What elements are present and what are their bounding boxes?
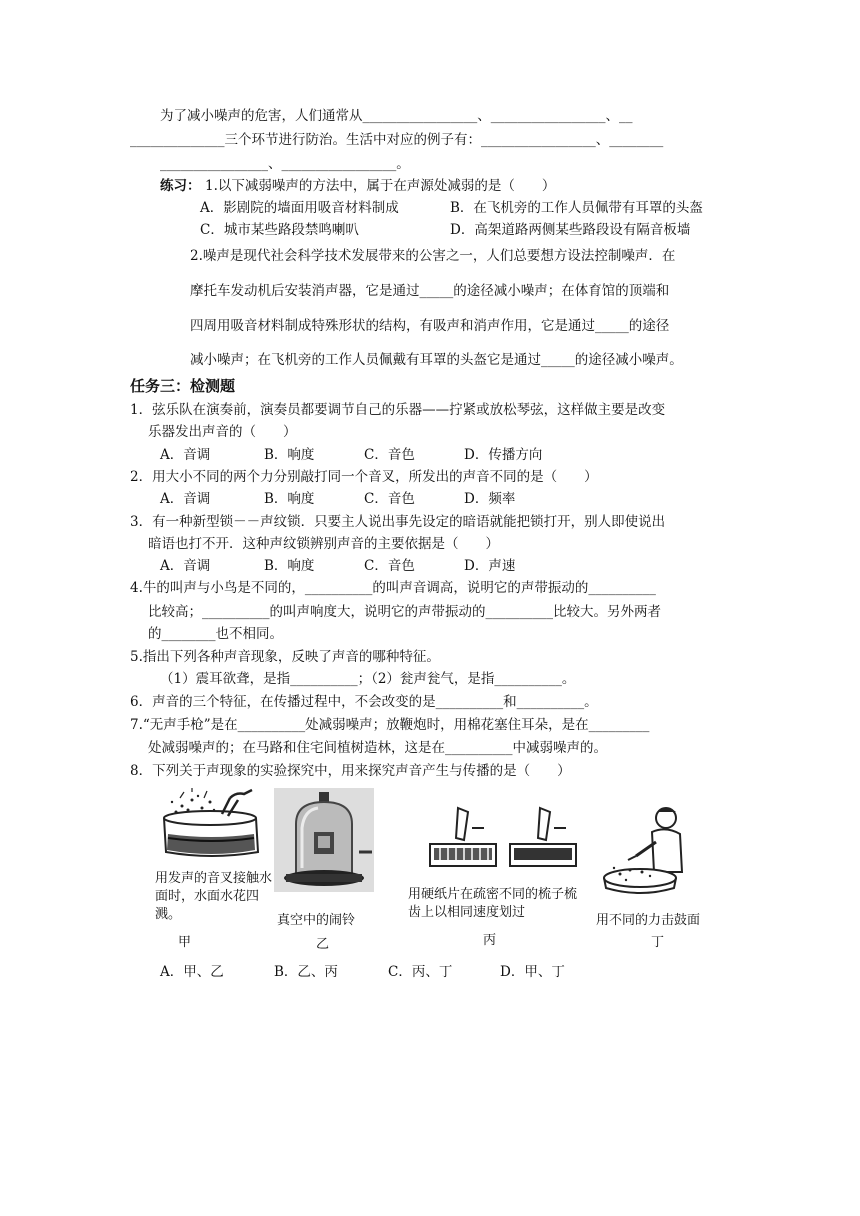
task3-q1-option: C．音色: [364, 447, 415, 463]
task3-q4-line-1: 4.牛的叫声与小鸟是不同的，__________的叫声音调高，说明它的声带振动的__________: [130, 580, 656, 596]
task3-q8-option: C．丙、丁: [388, 964, 453, 980]
task3-q5-line-1: 5.指出下列各种声音现象，反映了声音的哪种特征。: [130, 649, 440, 665]
practice-q2-line-4: 减小噪声；在飞机旁的工作人员佩戴有耳罩的头盔它是通过_____的途径减小噪声。: [190, 352, 683, 368]
intro-line-1: 为了减小噪声的危害，人们通常从_________________、_________________、__: [160, 108, 633, 124]
task3-q3-option: B．响度: [264, 558, 315, 574]
task3-q4-line-2: 比较高；__________的叫声响度大，说明它的声带振动的__________比较大。另外两者: [148, 604, 661, 620]
task3-q2-option: B．响度: [264, 491, 315, 507]
practice-q1-option-c: C．城市某些路段禁鸣喇叭: [200, 222, 359, 238]
practice-q1-option-a: A．影剧院的墙面用吸音材料制成: [200, 200, 399, 216]
practice-label: 练习：: [160, 178, 201, 194]
practice-q2-line-2: 摩托车发动机后安装消声器，它是通过_____的途径减小噪声；在体育馆的顶端和: [190, 283, 670, 299]
tuning-fork-water-illustration: [152, 788, 268, 864]
comb-card-illustration: [424, 806, 580, 876]
task3-q2-line-1: 2．用大小不同的两个力分别敲打同一个音叉，所发出的声音不同的是（ ）: [130, 469, 598, 485]
task3-q1-option: D．传播方向: [464, 447, 543, 463]
task3-q1-option: B．响度: [264, 447, 315, 463]
practice-q2-line-3: 四周用吸音材料制成特殊形状的结构，有吸声和消声作用，它是通过_____的途径: [190, 318, 670, 334]
task3-q6-line-1: 6．声音的三个特征，在传播过程中，不会改变的是__________和__________。: [130, 694, 598, 710]
figure-bing-label: 丙: [483, 933, 497, 948]
task3-q3-option: D．声速: [464, 558, 516, 574]
figure-yi-caption: 真空中的闹铃: [277, 913, 356, 928]
practice-q1-option-b: B．在飞机旁的工作人员佩带有耳罩的头盔: [450, 200, 703, 216]
figure-yi-label: 乙: [316, 937, 330, 952]
task3-q1-line-1: 1．弦乐队在演奏前，演奏员都要调节自己的乐器——拧紧或放松琴弦，这样做主要是改变: [130, 402, 666, 418]
task3-q8-line-1: 8．下列关于声现象的实验探究中，用来探究声音产生与传播的是（ ）: [130, 763, 571, 779]
task3-q3-option: C．音色: [364, 558, 415, 574]
practice-q1-stem: 1.以下减弱噪声的方法中，属于在声源处减弱的是（ ）: [205, 178, 556, 194]
task3-q7-line-1: 7.“无声手枪”是在__________处减弱噪声；放鞭炮时，用棉花塞住耳朵，是在_________: [130, 717, 650, 733]
practice-q1-option-d: D．高架道路两侧某些路段设有隔音板墙: [450, 222, 691, 238]
drum-hitting-illustration: [600, 802, 700, 896]
figure-ding-label: 丁: [651, 935, 665, 950]
practice-q2-line-1: 2.噪声是现代社会科学技术发展带来的公害之一，人们总要想方设法控制噪声．在: [190, 248, 676, 264]
intro-line-2: ______________三个环节进行防治。生活中对应的例子有：_________________、________: [130, 132, 664, 148]
task3-q4-line-3: 的________也不相同。: [148, 626, 283, 642]
task3-q2-option: D．频率: [464, 491, 516, 507]
task3-q8-option: D．甲、丁: [500, 964, 565, 980]
vacuum-jar-bell-illustration: [274, 788, 374, 892]
task3-q8-option: B．乙、丙: [274, 964, 338, 980]
figure-ding-caption: 用不同的力击鼓面: [596, 913, 701, 928]
task3-title: 任务三：检测题: [130, 377, 236, 395]
task3-q1-line-2: 乐器发出声音的（ ）: [148, 424, 297, 440]
task3-q1-option: A．音调: [160, 447, 211, 463]
task3-q2-option: C．音色: [364, 491, 415, 507]
task3-q3-line-2: 暗语也打不开．这种声纹锁辨别声音的主要依据是（ ）: [148, 536, 499, 552]
task3-q8-option: A．甲、乙: [160, 964, 224, 980]
task3-q5-line-2: （1）震耳欲聋，是指__________；（2）瓮声瓮气，是指__________。: [160, 671, 576, 687]
task3-q3-line-1: 3．有一种新型锁－－声纹锁．只要主人说出事先设定的暗语就能把锁打开，别人即使说出: [130, 514, 666, 530]
figure-bing-caption: 用硬纸片在疏密不同的梳子梳齿上以相同速度划过: [408, 887, 578, 920]
figure-jia-label: 甲: [178, 935, 192, 950]
task3-q2-option: A．音调: [160, 491, 211, 507]
intro-line-3: ________________、_________________。: [160, 156, 410, 172]
task3-q7-line-2: 处减弱噪声的；在马路和住宅间植树造林，这是在__________中减弱噪声的。: [148, 740, 607, 756]
task3-q3-option: A．音调: [160, 558, 211, 574]
figure-jia-caption: 用发声的音叉接触水面时，水面水花四溅。: [155, 871, 273, 922]
